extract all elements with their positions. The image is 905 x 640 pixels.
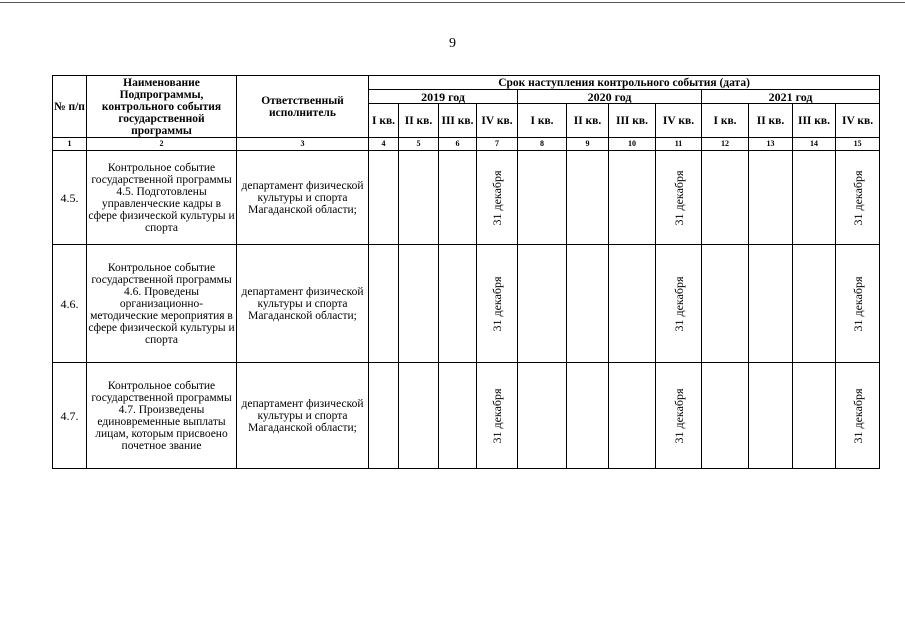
header-quarter: II кв.: [399, 104, 439, 138]
deadline-cell: [369, 151, 399, 245]
deadline-cell: [399, 245, 439, 363]
deadline-cell: [518, 245, 567, 363]
header-quarter: IV кв.: [656, 104, 702, 138]
deadline-cell: [609, 245, 656, 363]
deadline-cell: [836, 151, 880, 245]
deadline-cell: [656, 363, 702, 469]
deadline-cell: [836, 245, 880, 363]
column-number: 1: [53, 138, 87, 151]
event-name: Контрольное событие государственной программы 4.7. Произведены единовременные выплаты лицам, которым присвоено почетное звание: [87, 363, 237, 469]
deadline-cell: [477, 363, 518, 469]
control-events-table: [52, 75, 880, 469]
deadline-cell: [477, 151, 518, 245]
row-number: 4.7.: [53, 363, 87, 469]
deadline-cell: [399, 151, 439, 245]
deadline-date: 31 декабря: [490, 387, 504, 444]
deadline-cell: [836, 363, 880, 469]
header-year-2021: 2021 год: [702, 90, 880, 104]
column-number: 8: [518, 138, 567, 151]
deadline-date: 31 декабря: [850, 387, 865, 444]
deadline-cell: [609, 151, 656, 245]
deadline-cell: [439, 363, 477, 469]
deadline-cell: [518, 151, 567, 245]
column-number: 2: [87, 138, 237, 151]
deadline-date: 31 декабря: [850, 169, 865, 226]
deadline-cell: [702, 363, 749, 469]
top-rule: [0, 2, 905, 3]
table-body: [53, 151, 880, 469]
deadline-date: 31 декабря: [490, 169, 504, 226]
column-number: 11: [656, 138, 702, 151]
page-number: 9: [449, 36, 456, 51]
header-quarter: IV кв.: [477, 104, 518, 138]
responsible-executor: департамент физической культуры и спорта Магаданской области;: [237, 151, 369, 245]
header-year-2020: 2020 год: [518, 90, 702, 104]
responsible-executor: департамент физической культуры и спорта Магаданской области;: [237, 363, 369, 469]
header-quarter: III кв.: [609, 104, 656, 138]
deadline-cell: [749, 151, 793, 245]
header-col-name: Наименование Подпрограммы, контрольного события государственной программы: [87, 76, 237, 138]
deadline-cell: [369, 363, 399, 469]
column-number: 5: [399, 138, 439, 151]
deadline-cell: [518, 363, 567, 469]
column-number: 14: [793, 138, 836, 151]
header-quarter: III кв.: [439, 104, 477, 138]
responsible-executor: департамент физической культуры и спорта Магаданской области;: [237, 245, 369, 363]
deadline-cell: [656, 151, 702, 245]
header-year-2019: 2019 год: [369, 90, 518, 104]
deadline-cell: [749, 245, 793, 363]
table-row: [53, 245, 880, 363]
deadline-date: 31 декабря: [671, 169, 686, 226]
column-number: 12: [702, 138, 749, 151]
deadline-cell: [793, 363, 836, 469]
deadline-date: 31 декабря: [671, 387, 686, 444]
deadline-cell: [567, 363, 609, 469]
column-number: 3: [237, 138, 369, 151]
table-row: [53, 363, 880, 469]
deadline-cell: [702, 151, 749, 245]
deadline-date: 31 декабря: [671, 275, 686, 332]
header-col-executor: Ответственный исполнитель: [237, 76, 369, 138]
header-quarter: I кв.: [702, 104, 749, 138]
column-number: 4: [369, 138, 399, 151]
deadline-date: 31 декабря: [490, 275, 504, 332]
deadline-cell: [793, 245, 836, 363]
column-number: 13: [749, 138, 793, 151]
header-quarter: II кв.: [749, 104, 793, 138]
deadline-cell: [793, 151, 836, 245]
column-number: 9: [567, 138, 609, 151]
deadline-cell: [567, 151, 609, 245]
deadline-cell: [439, 245, 477, 363]
header-col-deadline: Срок наступления контрольного события (дата): [369, 76, 880, 90]
deadline-cell: [656, 245, 702, 363]
deadline-date: 31 декабря: [850, 275, 865, 332]
deadline-cell: [399, 363, 439, 469]
column-numbers-row: [53, 138, 880, 151]
deadline-cell: [702, 245, 749, 363]
deadline-cell: [609, 363, 656, 469]
deadline-cell: [477, 245, 518, 363]
header-quarter: II кв.: [567, 104, 609, 138]
event-name: Контрольное событие государственной программы 4.5. Подготовлены управленческие кадры в сфере физической культуры и спорта: [87, 151, 237, 245]
column-number: 15: [836, 138, 880, 151]
column-number: 10: [609, 138, 656, 151]
column-number: 6: [439, 138, 477, 151]
header-col-no: № п/п: [53, 76, 87, 138]
row-number: 4.6.: [53, 245, 87, 363]
header-quarter: III кв.: [793, 104, 836, 138]
header-quarter: IV кв.: [836, 104, 880, 138]
event-name: Контрольное событие государственной программы 4.6. Проведены организационно-методические мероприятия в сфере физической культуры и спорта: [87, 245, 237, 363]
row-number: 4.5.: [53, 151, 87, 245]
table-row: [53, 151, 880, 245]
header-quarter: I кв.: [369, 104, 399, 138]
deadline-cell: [369, 245, 399, 363]
deadline-cell: [567, 245, 609, 363]
deadline-cell: [439, 151, 477, 245]
header-quarter: I кв.: [518, 104, 567, 138]
deadline-cell: [749, 363, 793, 469]
column-number: 7: [477, 138, 518, 151]
